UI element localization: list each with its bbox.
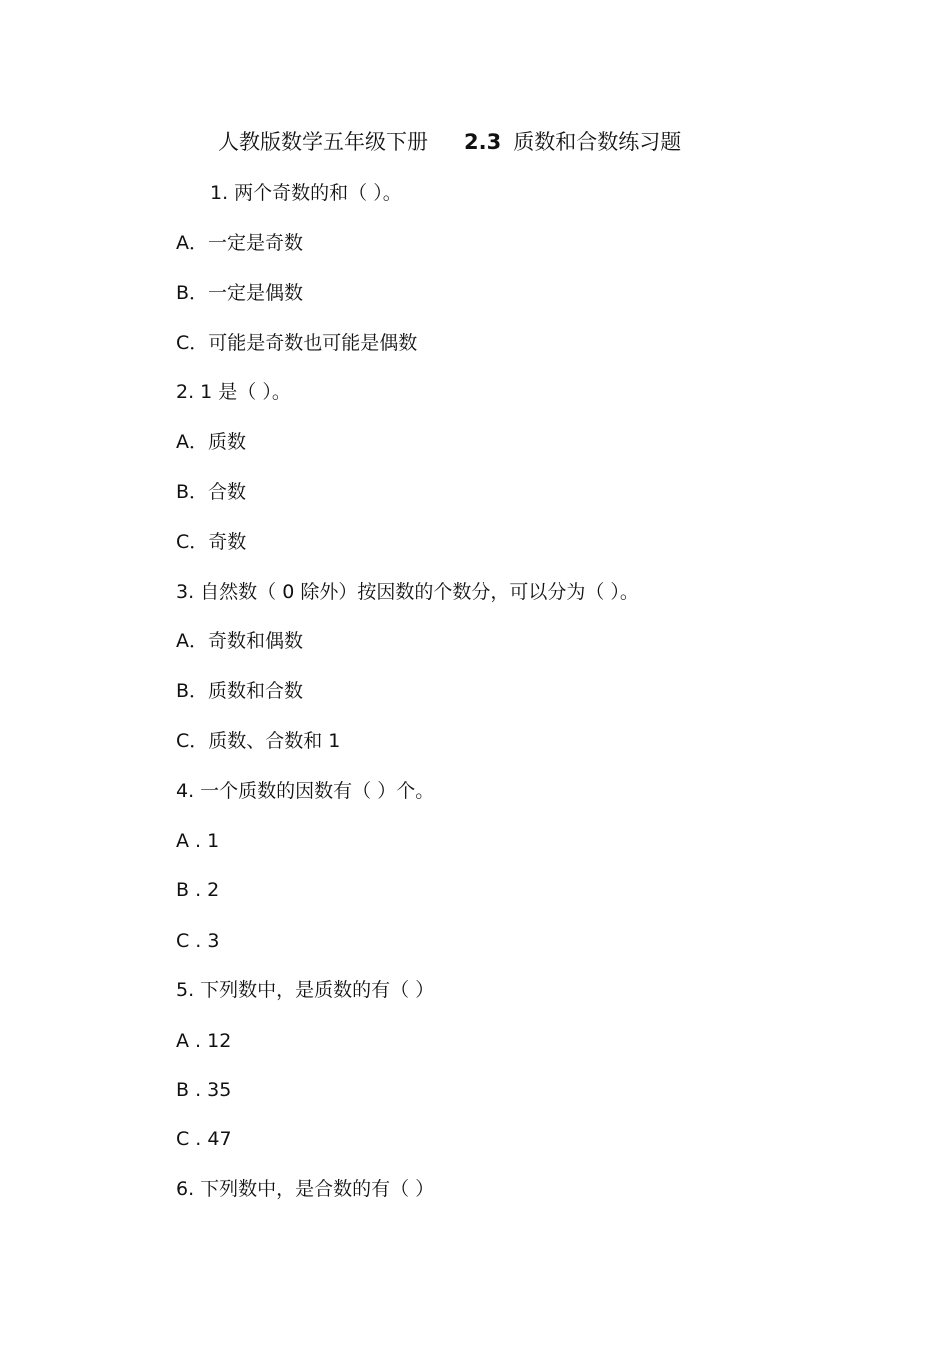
question-2: 2. 1 是（ ）。 [176, 381, 291, 403]
question-4-option-b: B . 2 [176, 879, 220, 901]
question-2-option-b: B．合数 [176, 481, 247, 503]
question-6: 6. 下列数中，是合数的有（ ） [176, 1178, 435, 1200]
question-4-option-c: C . 3 [176, 930, 220, 952]
question-3: 3. 自然数（ 0 除外）按因数的个数分，可以分为（ ）。 [176, 581, 639, 603]
question-3-option-b: B．质数和合数 [176, 680, 304, 702]
question-5-option-b: B . 35 [176, 1079, 232, 1101]
question-3-option-a: A．奇数和偶数 [176, 630, 303, 652]
page-title [218, 124, 681, 160]
question-4-option-a: A . 1 [176, 830, 220, 852]
question-5: 5. 下列数中，是质数的有（ ） [176, 979, 435, 1001]
question-2-option-c: C．奇数 [176, 531, 247, 553]
title-suffix: 质数和合数练习题 [513, 130, 682, 154]
question-3-option-c: C．质数、合数和 1 [176, 730, 341, 752]
question-2-option-a: A．质数 [176, 431, 246, 453]
question-4: 4. 一个质数的因数有（ ）个。 [176, 780, 435, 802]
question-5-option-c: C . 47 [176, 1128, 232, 1150]
question-1-option-c: C．可能是奇数也可能是偶数 [176, 332, 418, 354]
title-prefix: 人教版数学五年级下册 [218, 130, 428, 154]
question-1-option-b: B．一定是偶数 [176, 282, 304, 304]
question-1: 1. 两个奇数的和（ ）。 [210, 182, 402, 204]
title-number: 2.3 [464, 130, 502, 154]
question-5-option-a: A . 12 [176, 1030, 232, 1052]
question-1-option-a: A．一定是奇数 [176, 232, 303, 254]
